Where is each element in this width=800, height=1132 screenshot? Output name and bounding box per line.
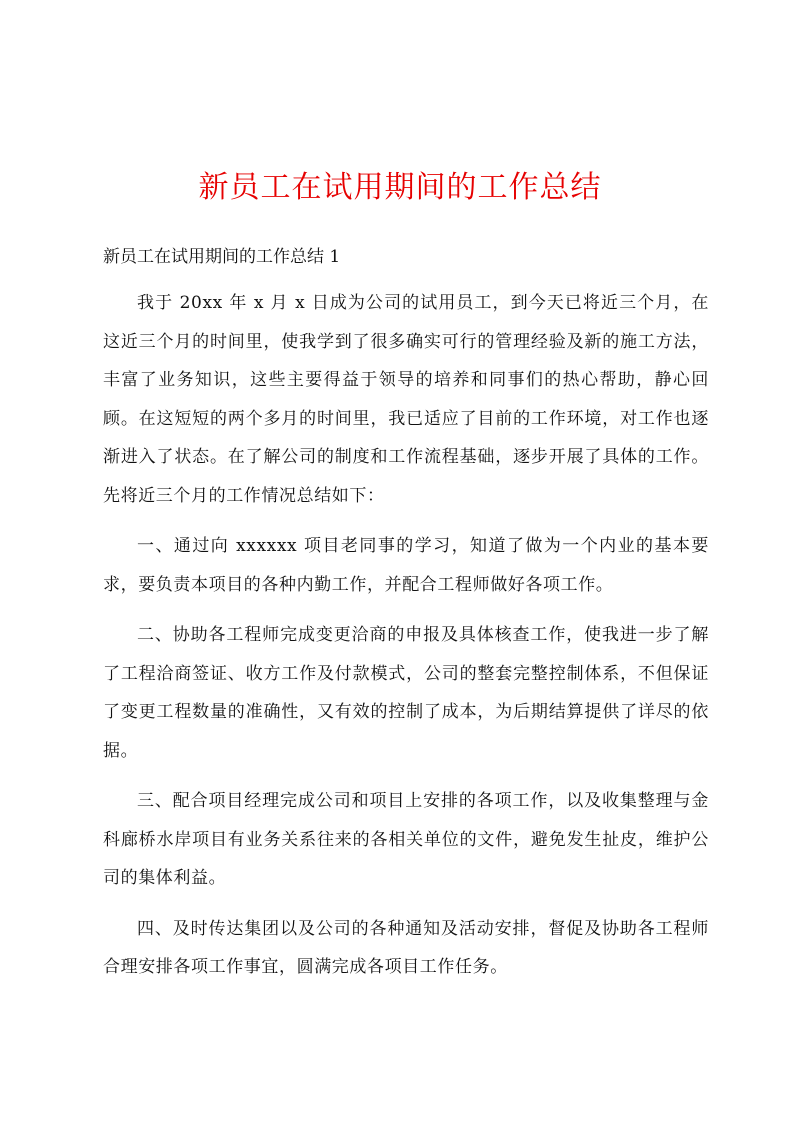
document-body bbox=[103, 284, 709, 999]
paragraph-item-4: 四、及时传达集团以及公司的各种通知及活动安排，督促及协助各工程师合理安排各项工作事宜，圆满完成各项目工作任务。 bbox=[103, 918, 709, 977]
paragraph-intro: 我于 20xx 年 x 月 x 日成为公司的试用员工，到今天已将近三个月，在这近三个月的时间里，使我学到了很多确实可行的管理经验及新的施工方法，丰富了业务知识，这些主要得益于领导的培养和同事们的热心帮助，静心回顾。在这短短的两个多月的时间里，我已适应了目前的工作环境，对工作也逐渐进入了状态。在了解公司的制度和工作流程基础，逐步开展了具体的工作。先将近三个月的工作情况总结如下： bbox=[103, 293, 709, 506]
paragraph-item-1: 一、通过向 xxxxxx 项目老同事的学习，知道了做为一个内业的基本要求，要负责本项目的各种内勤工作，并配合工程师做好各项工作。 bbox=[103, 536, 709, 595]
paragraph-item-3: 三、配合项目经理完成公司和项目上安排的各项工作，以及收集整理与金科廊桥水岸项目有业务关系往来的各相关单位的文件，避免发生扯皮，维护公司的集体利益。 bbox=[103, 791, 709, 888]
paragraph-item-2: 二、协助各工程师完成变更洽商的申报及具体核查工作，使我进一步了解了工程洽商签证、收方工作及付款模式，公司的整套完整控制体系，不但保证了变更工程数量的准确性，又有效的控制了成本，为后期结算提供了详尽的依据。 bbox=[103, 625, 709, 761]
section-heading: 新员工在试用期间的工作总结 1 bbox=[103, 247, 341, 267]
document-title: 新员工在试用期间的工作总结 bbox=[198, 170, 602, 205]
